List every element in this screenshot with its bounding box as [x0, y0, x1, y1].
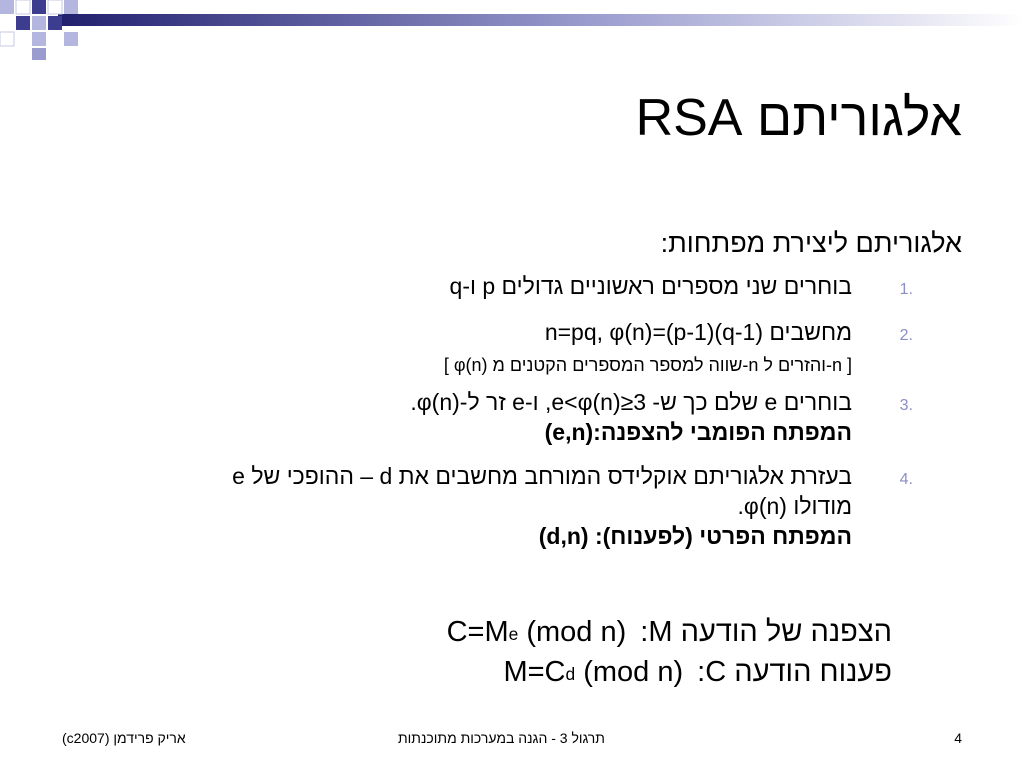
list-number: 1.: [899, 281, 913, 298]
deco-square: [16, 16, 30, 30]
footer-author: אריק פרידמן (c2007): [62, 730, 186, 746]
list-item-1: [82, 271, 962, 301]
list-item-2: [82, 317, 962, 347]
deco-square: [48, 0, 62, 14]
decrypt-exponent: d: [565, 664, 576, 684]
footer-course: תרגול 3 - הגנה במערכות מתוכנתות: [398, 730, 605, 746]
deco-square: [32, 48, 46, 60]
encrypt-mod: (mod n): [518, 616, 627, 648]
encrypt-base: C=M: [446, 616, 509, 648]
deco-square: [48, 16, 62, 30]
deco-square: [64, 32, 78, 46]
decrypt-base: M=C: [503, 656, 566, 688]
slide-content: [82, 228, 962, 551]
list-number: 4.: [899, 471, 913, 488]
list-number: 3.: [899, 397, 913, 414]
decrypt-label: פענוח הודעה C:: [697, 656, 892, 688]
deco-square: [0, 32, 14, 46]
deco-square: [16, 0, 30, 14]
list-item-4: [82, 461, 962, 551]
subheading: אלגוריתם ליצירת מפתחות:: [660, 228, 962, 258]
header-decoration: [0, 0, 1024, 64]
list-item-text: בוחרים שני מספרים ראשוניים גדולים p ו-q: [449, 273, 852, 299]
list-item-text: בוחרים e שלם כך ש- 3≤e<φ(n), ו-e זר ל-φ(n).: [410, 389, 852, 415]
list-item-text: בעזרת אלגוריתם אוקלידס המורחב מחשבים את d – ההופכי של e: [232, 463, 852, 489]
list-item-text: מודולו φ(n).: [737, 493, 852, 519]
public-key-label: המפתח הפומבי להצפנה:(e,n): [544, 419, 852, 445]
slide-title: אלגוריתם RSA: [635, 89, 962, 147]
encrypt-label: הצפנה של הודעה M:: [640, 616, 892, 648]
page-number: 4: [954, 730, 962, 746]
encrypt-formula: [447, 612, 892, 652]
list-item-text: מחשבים n=pq, φ(n)=(p-1)(q-1): [544, 319, 852, 345]
deco-square: [0, 0, 14, 14]
header-gradient-bar: [58, 14, 1024, 26]
encrypt-expression: [447, 612, 627, 652]
decrypt-expression: [503, 652, 683, 692]
deco-square: [32, 32, 46, 46]
encrypt-exponent: e: [508, 624, 519, 644]
decrypt-mod: (mod n): [575, 656, 684, 688]
deco-square: [32, 0, 46, 14]
private-key-label: המפתח הפרטי (לפענוח): (d,n): [538, 523, 852, 549]
phi-note: [ φ(n) שווה למספר המספרים הקטנים מ-n והזרים ל-n ]: [443, 355, 852, 375]
list-number: 2.: [899, 327, 913, 344]
formulas: [447, 612, 892, 692]
deco-square: [64, 0, 78, 14]
list-item-3: [82, 387, 962, 447]
decrypt-formula: [447, 652, 892, 692]
deco-square: [32, 16, 46, 30]
